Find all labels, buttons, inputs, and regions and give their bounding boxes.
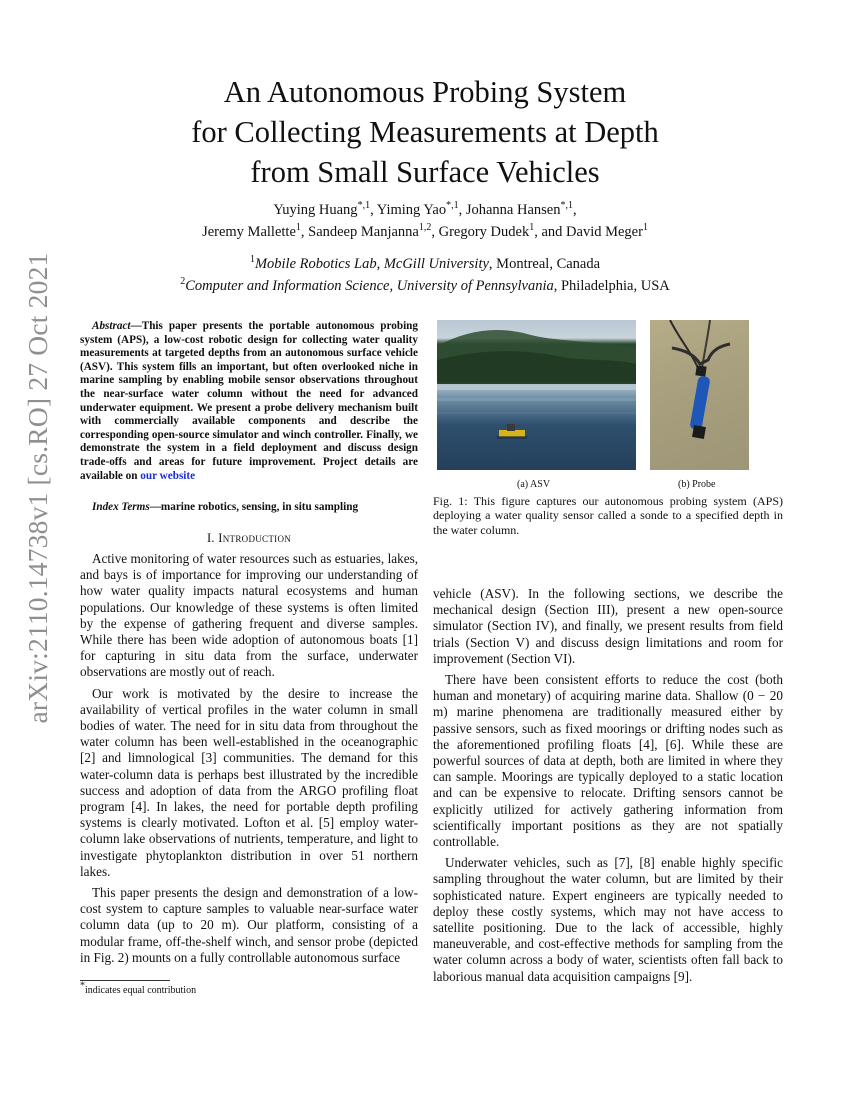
author-affil-mark: 1 <box>295 222 301 234</box>
paragraph: Our work is motivated by the desire to increase the availability of vertical profiles in the water column in small bodies of water. The need for in situ data from throughout the water column has been well-established in the oceanographic [2] and limnological [3] communities. The demand for this water-column data is perhaps best illustrated by the incredible success and adoption of data from the ARGO profiling float program [4]. In lakes, the need for portable depth profiling systems is clearly motivated. Lofton et al. [5] employ water-column lake observations of nutrients, temperature, and light to investigate phytoplankton distribution in over 51 northern lakes. <box>80 685 418 879</box>
author-list <box>90 199 760 243</box>
section-heading-introduction <box>80 531 418 546</box>
paragraph: Underwater vehicles, such as [7], [8] enable highly specific sampling throughout the water column, but are limited by their sophisticated nature. Expert engineers are typically needed to deploy these costly systems, which may not have access to satellite positioning. Due to the lack of accessible, highly maneuverable, and cost-effective methods for sampling from the water column across a body of water, scientists often fall back to laborious manual data acquisition campaigns [9]. <box>433 855 783 984</box>
author-affil-mark: *,1 <box>560 200 573 212</box>
arxiv-id-text: arXiv:2110.14738v1 [cs.RO] 27 Oct 2021 <box>22 252 53 724</box>
affiliation-mark: 2 <box>180 276 186 288</box>
paragraph: There have been consistent efforts to reduce the cost (both human and monetary) of acquiring marine data. Shallow (0 − 20 m) marine phenomena are traditionally measured either by passive sensors, such as fixed moorings or drifting nodes such as the aforementioned profiling floats [4], [6]. While these are powerful sources of data at depth, both are limited in where they can sample. Moorings are typically deployed to a static location and can be expensive to relocate. Drifting sensors cannot be explicitly utilized for actively gathering information from scientifically important positions as they are not spatially controllable. <box>433 672 783 850</box>
author-name: Yuying Huang <box>273 202 358 218</box>
title-line: for Collecting Measurements at Depth <box>191 115 659 149</box>
left-column-body <box>80 551 418 966</box>
affiliation-place: , Montreal, Canada <box>488 256 601 272</box>
title-line: from Small Surface Vehicles <box>250 155 600 189</box>
author-line-2 <box>90 221 760 243</box>
section-number: I. <box>206 531 219 545</box>
affiliation-name: Computer and Information Science, University of Pennsylvania <box>185 278 554 294</box>
abstract <box>80 320 418 483</box>
author-separator: , <box>300 224 309 240</box>
footnote <box>80 980 197 996</box>
lake-scene-image <box>437 320 636 470</box>
paragraph: vehicle (ASV). In the following sections, we describe the mechanical design (Section III), present a new open-source simulator (Section IV), and finally, we present results from field trials (Section V) and discuss design limitations and room for improvement (Section VI). <box>433 586 783 666</box>
paragraph: Active monitoring of water resources such as estuaries, lakes, and bays is of importance for improving our understanding of how water quality impacts natural ecosystems and human populations. Our knowledge of these systems is often limited by the expense of gathering frequent and diverse samples. While there has been wide adoption of autonomous boats [1] for capturing in situ data from the surface, underwater observations are mostly out of reach. <box>80 551 418 680</box>
index-terms-text: —marine robotics, sensing, in situ sampling <box>149 501 359 513</box>
affiliation-line <box>90 253 760 275</box>
abstract-text: —This paper presents the portable autonomous probing system (APS), a low-cost robotic design for collecting water quality measurements at targeted depths from an autonomous surface vehicle (ASV). This system fills an important, but often overlooked niche in marine sampling by enabling mobile sensor observations throughout the near-surface water column without the need for advanced underwater equipment. We present a probe delivery mechanism built with commercially available components and describe the corresponding open-source simulator and winch controller. Finally, we demonstrate the system in a field deployment and discuss design trade-offs and areas for future improvement. Project details are available on <box>80 320 418 482</box>
footnote-rule <box>80 980 170 981</box>
probe-photo <box>650 320 749 470</box>
author-affil-mark: *,1 <box>446 200 459 212</box>
affiliation-list <box>90 253 760 297</box>
author-affil-mark: 1 <box>642 222 648 234</box>
author-name: Yiming Yao <box>376 202 447 218</box>
project-website-link[interactable]: our website <box>140 469 196 482</box>
author-affil-mark: 1 <box>529 222 535 234</box>
affiliation-line <box>90 275 760 297</box>
affiliation-place: , Philadelphia, USA <box>553 278 670 294</box>
author-affil-mark: *,1 <box>357 200 371 212</box>
right-column-body <box>433 586 783 985</box>
paragraph: This paper presents the design and demonstration of a low-cost system to capture samples to valuable near-surface water column data (up to 20 m). Our platform, consisting of a modular frame, off-the-shelf winch, and sensor probe (depicted in Fig. 2) mounts on a fully controllable autonomous surface <box>80 885 418 965</box>
footnote-mark: * <box>80 980 85 992</box>
author-separator: , <box>458 202 466 218</box>
arxiv-identifier <box>8 252 68 724</box>
asv-photo <box>437 320 636 470</box>
abstract-label: Abstract <box>92 320 131 332</box>
subcaption-b: (b) Probe <box>678 479 716 490</box>
author-name: Gregory Dudek <box>438 224 530 240</box>
affiliation-name: Mobile Robotics Lab, McGill University <box>254 256 489 272</box>
author-name: Jeremy Mallette <box>202 224 296 240</box>
author-separator: , <box>370 202 377 218</box>
affiliation-mark: 1 <box>249 254 255 266</box>
title-line: An Autonomous Probing System <box>223 75 627 109</box>
author-name: Sandeep Manjanna <box>308 224 419 240</box>
author-name: Johanna Hansen <box>465 202 561 218</box>
author-name: David Meger <box>566 224 643 240</box>
footnote-text: indicates equal contribution <box>85 985 197 996</box>
paper-title <box>110 72 740 192</box>
author-affil-mark: 1,2 <box>418 222 432 234</box>
figure-caption: Fig. 1: This figure captures our autonomous probing system (APS) deploying a water quality sensor called a sonde to a specified depth in the water column. <box>433 494 783 537</box>
author-separator: , and <box>534 224 567 240</box>
author-separator: , <box>431 224 439 240</box>
index-terms <box>80 501 418 515</box>
section-title: Introduction <box>218 531 292 545</box>
author-separator: , <box>572 202 577 218</box>
author-line-1 <box>90 199 760 221</box>
subcaption-a: (a) ASV <box>517 479 551 490</box>
probe-scene-image <box>650 320 749 470</box>
index-terms-label: Index Terms <box>92 501 150 513</box>
